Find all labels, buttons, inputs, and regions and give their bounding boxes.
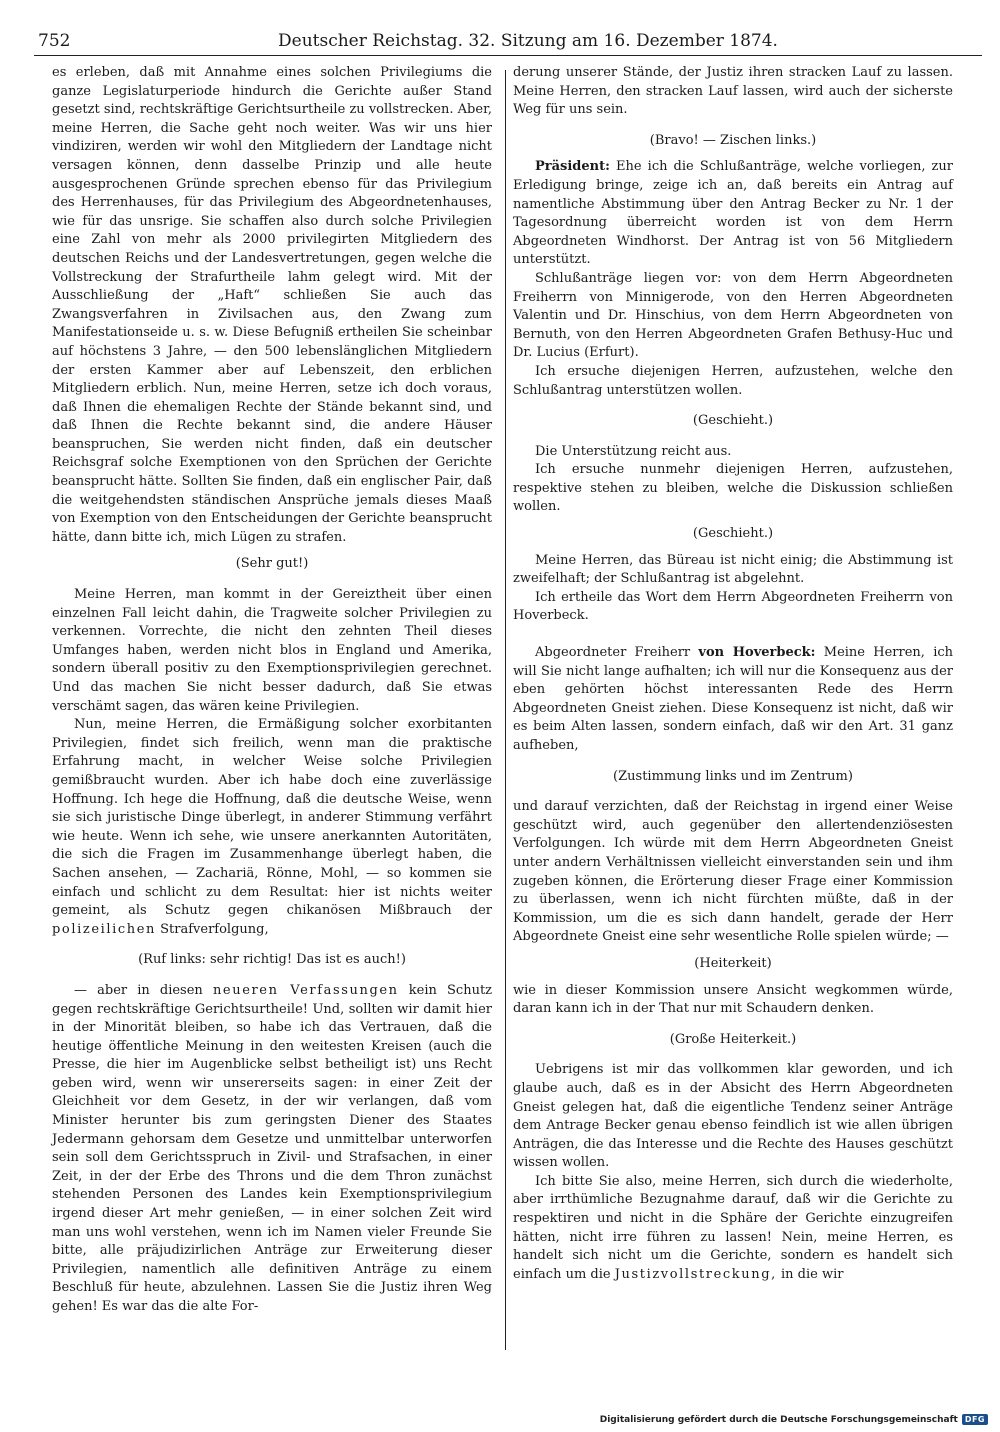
paragraph-text: Meine Herren, ich will Sie nicht lange aufhalten; ich will nur die Konsequenz aus der eben gehörten höchst interessanten Rede des Herrn Abgeordneten Gneist ziehen. Diese Konsequenz ist nicht, daß wir es beim Alten lassen, sondern einfach, daß wir den Art. 31 ganz aufheben, (513, 645, 954, 753)
paragraph: derung unserer Stände, der Justiz ihren stracken Lauf zu lassen. Meine Herren, den stracken Lauf lassen, wird auch der sicherste Weg für uns sein. (513, 65, 953, 118)
paragraph-text: Strafverfolgung, (160, 921, 269, 937)
speaker-name: von Hoverbeck: (698, 645, 816, 661)
digitization-footer (600, 1414, 988, 1425)
emphasis-text: Justizvollstreckung, (614, 1266, 777, 1282)
paragraph: Schlußanträge liegen vor: von dem Herrn Abgeordneten Freiherrn von Minnigerode, von den Herren Abgeordneten Valentin und Dr. Hinschius, von dem Herrn Abgeordneten von Bernuth, von den Herren Abgeordneten Grafen Bethusy-Huc und Dr. Lucius (Erfurt). (513, 270, 953, 361)
paragraph (513, 158, 953, 270)
running-title: Deutscher Reichstag. 32. Sitzung am 16. Dezember 1874. (278, 31, 778, 51)
column-divider (505, 70, 506, 1350)
header-rule (34, 55, 982, 56)
paragraph: Ich ertheile das Wort dem Herrn Abgeordneten Freiherrn von Hoverbeck. (513, 589, 953, 624)
paragraph: Die Unterstützung reicht aus. (535, 443, 732, 459)
page-number: 752 (38, 31, 71, 51)
paragraph: Uebrigens ist mir das vollkommen klar geworden, und ich glaube auch, daß es in der Absicht des Herrn Abgeordneten Gneist gelegen hat, daß die eigentliche Tendenz seiner Anträge dem Antrage Becker genau ebenso feindlich ist wie allen übrigen Anträgen, die das Interesse und die Rechte des Hauses geschützt wissen wollen. (513, 1062, 953, 1171)
interjection: (Sehr gut!) (235, 556, 309, 572)
paragraph-text: Abgeordneter Freiherr (535, 645, 691, 661)
paragraph-text: kein Schutz gegen rechtskräftige Gerichtsurtheile! Und, sollten wir damit hier in der Minorität bleiben, so habe ich das Vertrauen, daß die heutige öffentliche Meinung in den weitesten Kreisen (auch die Presse, die hier im Augenblicke selbst betheiligt ist) uns Recht geben wird, wenn wir unsererseits sagen: in einer Zeit der Gleichheit vor dem Gesetz, in der wir verlangen, daß vom Minister herunter bis zum geringsten Diener des Staates Jedermann gehorsam dem Gesetze und unmittelbar unterworfen sein soll dem Gerichtsspruch in Zivil- und Strafsachen, in einer Zeit, in der der Erbe des Throns und die dem Thron zunächst stehenden Personen des Landes kein Exemptionsprivilegium irgend dieser Art mehr genießen, — in einer solchen Zeit wird man uns wohl verstehen, wenn ich im Namen vieler Freunde Sie bitte, alle präjudizirlichen Anträge zur Erweiterung dieser Privilegien, namentlich alle definitiven Anträge zu einem Beschluß für heute, abzulehnen. Lassen Sie die Justiz ihren Weg gehen! Es war das die alte For- (52, 982, 493, 1314)
interjection: (Große Heiterkeit.) (669, 1031, 797, 1047)
paragraph: und darauf verzichten, daß der Reichstag in irgend einer Weise geschützt wird, auch gegenüber den allertendenziösesten Verfolgungen. Ich würde mit dem Herrn Abgeordneten Gneist unter andern Verhältnissen vielleicht einverstanden sein und ihm zugeben können, die Erörterung dieser Frage einer Kommission zu überlassen, wenn ich nicht fürchten müßte, daß in der Kommission, um die es sich dann handelt, gerade der Herr Abgeordnete Gneist eine sehr wesentliche Rolle spielen würde; — (513, 799, 953, 945)
emphasis-text: polizeilichen (52, 921, 156, 937)
interjection: (Ruf links: sehr richtig! Das ist es auch!) (138, 952, 406, 968)
paragraph-text: Ich bitte Sie also, meine Herren, sich durch die wiederholte, aber irrthümliche Bezugnahme darauf, daß wir die Gerichte zu respektiren und nicht in die Sphäre der Gerichte einzugreifen hätten, nicht irre führen zu lassen! Nein, meine Herren, es handelt sich nicht um die Gerichte, sondern es handelt sich einfach um die (513, 1173, 953, 1282)
paragraph (52, 982, 492, 1317)
left-column (52, 64, 492, 1317)
paragraph: Meine Herren, man kommt in der Gereiztheit über einen einzelnen Fall leicht dahin, die Tragweite solcher Privilegien zu verkennen. Vorrechte, die nicht den zehnten Theil dieses Umfanges haben, werden nicht blos in England und Amerika, sondern überall positiv zu den Exemptionsprivilegien gerechnet. Und das machen Sie nicht besser dadurch, daß Sie etwas verschämt sagen, das wären keine Privilegien. (52, 587, 492, 714)
paragraph: Meine Herren, das Büreau ist nicht einig; die Abstimmung ist zweifelhaft; der Schlußantrag ist abgelehnt. (513, 552, 953, 587)
paragraph: wie in dieser Kommission unsere Ansicht wegkommen würde, daran kann ich in der That nur mit Schaudern denken. (513, 982, 953, 1017)
footer-text: Digitalisierung gefördert durch die Deutsche Forschungsgemeinschaft (599, 1415, 958, 1425)
paragraph (52, 716, 492, 939)
paragraph-text: Nun, meine Herren, die Ermäßigung solcher exorbitanten Privilegien, findet sich freilich, wenn man die praktische Erfahrung macht, in welcher Weise solche Privilegien gemißbraucht wurden. Aber ich habe doch eine zuverlässige Hoffnung. Ich hege die Hoffnung, daß die deutsche Weise, wenn sie sich juristische Dinge überlegt, in anderer Stimmung verfährt wie heute. Wenn ich sehe, wie unsere anerkannten Autoritäten, die sich die Fragen im Zusammenhange überlegt haben, die Sachen ansehen, — Zachariä, Rönne, Mohl, — so kommen sie einfach und schlicht zu dem Resultat: hier ist nichts weiter gemeint, als Schutz gegen chikanösen Mißbrauch der (52, 717, 492, 919)
page-header (28, 28, 978, 54)
speaker-name: Präsident: (535, 159, 610, 175)
interjection: (Heiterkeit) (694, 955, 772, 971)
right-column (513, 64, 953, 1284)
paragraph: es erleben, daß mit Annahme eines solchen Privilegiums die ganze Legislaturperiode hindurch die Gerichte außer Stand gesetzt sind, rechtskräftige Gerichtsurtheile zu vollstrecken. Aber, meine Herren, die Sache geht noch weiter. Was wir uns hier vindiziren, werden wir wohl den Mitgliedern der Landtage nicht versagen können, denn dasselbe Prinzip und alle heute ausgesprochenen Gründe sprechen ebenso für das Privilegium des Herrenhauses, für das Privilegium des Abgeordnetenhauses, wie für das unsrige. Sie schaffen also durch solche Privilegien eine Zahl von mehr als 2000 privilegirten Mitgliedern des deutschen Reichs und der Landesvertretungen, gegen welche die Vollstreckung der Strafurtheile lahm gelegt wird. Mit der Ausschließung der „Haft“ schließen Sie auch das Zwangsverfahren in Zivilsachen aus, den Zwang zum Manifestationseide u. s. w. Diese Befugniß ertheilen Sie scheinbar auf höchstens 3 Jahre, — den 500 lebenslänglichen Mitgliedern der ersten Kammer aber auf Lebenszeit, den erblichen Mitgliedern erblich. Nun, meine Herren, setze ich doch voraus, daß Ihnen die ehemaligen Rechte der Stände bekannt sind, und daß Ihnen die Rechte bekannt sind, die andere Häuser beanspruchen, Sie werden nicht finden, daß ein deutscher Reichsgraf solche Exemptionen von den Sprüchen der Gerichte beansprucht hätte. Sollten Sie finden, daß ein englischer Pair, daß die weitgehendsten ständischen Ansprüche jemals dieses Maaß von Exemption von den Entscheidungen der Gerichte beansprucht hätte, dann bitte ich, mich Lügen zu strafen. (52, 65, 492, 545)
emphasis-text: neueren Verfassungen (212, 982, 399, 998)
paragraph-text: in die wir (781, 1266, 844, 1282)
interjection: (Zustimmung links und im Zentrum) (613, 768, 853, 784)
paragraph: Ich ersuche nunmehr diejenigen Herren, aufzustehen, respektive stehen zu bleiben, welche die Diskussion schließen wollen. (513, 462, 953, 515)
paragraph (513, 1173, 953, 1285)
paragraph: Ich ersuche diejenigen Herren, aufzustehen, welche den Schlußantrag unterstützen wollen. (513, 363, 953, 398)
paragraph (513, 644, 953, 756)
paragraph-text: — aber in diesen (74, 982, 203, 998)
interjection: (Geschieht.) (692, 526, 774, 542)
interjection: (Geschieht.) (692, 413, 774, 429)
dfg-logo-icon: DFG (962, 1414, 988, 1425)
interjection: (Bravo! — Zischen links.) (649, 132, 817, 148)
paragraph-text: Ehe ich die Schlußanträge, welche vorliegen, zur Erledigung bringe, zeige ich an, daß bereits ein Antrag auf namentliche Abstimmung über den Antrag Becker zu Nr. 1 der Tagesordnung überreicht worden ist von dem Herrn Abgeordneten Windhorst. Der Antrag ist von 56 Mitgliedern unterstützt. (513, 159, 953, 268)
